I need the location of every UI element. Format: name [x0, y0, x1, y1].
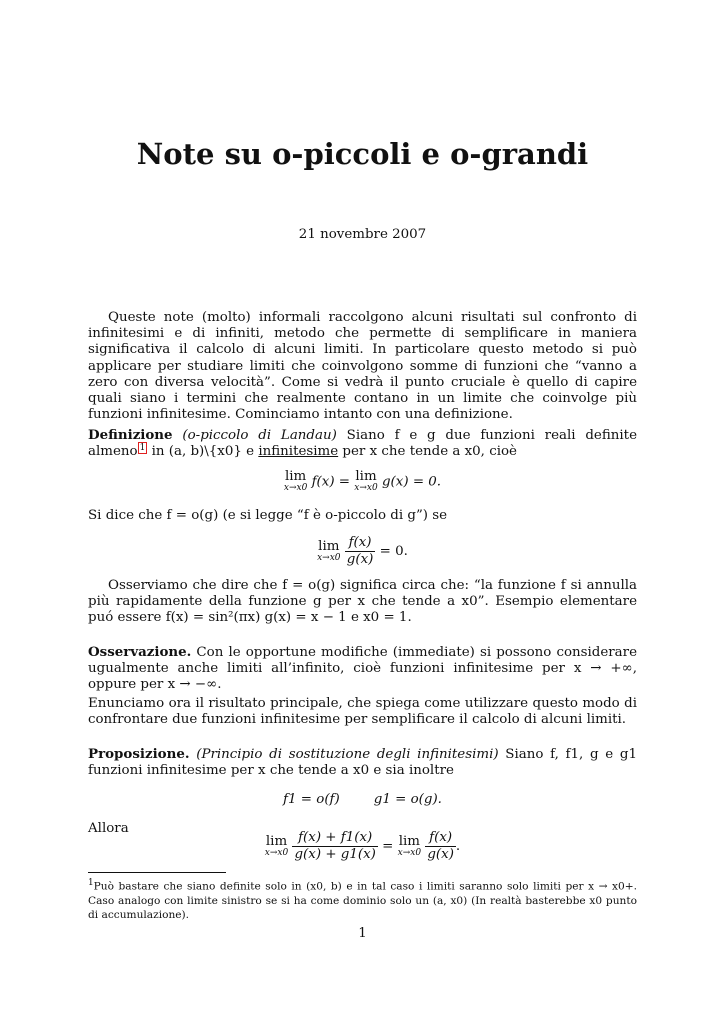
transition-paragraph: Enunciamo ora il risultato principale, che spiega come utilizzare questo modo di confrontare due funzioni infinitesime per semplificare il calcolo di alcuni limiti.: [88, 696, 637, 728]
definition-heading: Definizione: [88, 427, 173, 443]
footnote-mark: 1: [88, 878, 94, 888]
observation-paragraph: Osserviamo che dire che f = o(g) significa circa che: “la funzione f si annulla più rapidamente della funzione g per x che tende a x0”. Esempio elementare puó essere f(x) = sin²(πx) g(x) = x − 1 e x0 = 1.: [88, 578, 637, 626]
remark-paragraph: [88, 644, 637, 694]
footnote-rule: [88, 872, 226, 873]
lim-operator: lim x→x0: [264, 833, 289, 858]
allora-label: Allora: [88, 821, 129, 836]
eq1-right: g(x) = 0.: [381, 474, 442, 490]
definition-text-2: in (a, b)\{x0} e: [151, 444, 255, 460]
lim-operator: lim x→x0: [397, 833, 422, 858]
definition-text-1: Siano f e g due funzioni reali definite almeno: [88, 428, 637, 460]
document-title: Note su o-piccoli e o-grandi: [136, 137, 589, 171]
equation-substitution: lim x→x0 $\frac{f(x) + f1(x)}{g(x) + g1(x)}$ = lim x→x0 $\frac{f(x)}{g(x)}$ .: [264, 830, 461, 862]
equation-ratio-limit: [0, 535, 725, 568]
definition-text-3: per x che tende a x0, cioè: [342, 444, 517, 460]
fraction-left: $\frac{f(x) + f1(x)}{g(x) + g1(x)}$: [294, 830, 376, 862]
lim-operator: lim x→x0: [283, 469, 308, 493]
equation-hypothesis: f1 = o(f) g1 = o(g).: [283, 792, 442, 807]
definition-o-piccolo-sentence: Si dice che f = o(g) (e si legge “f è o-piccolo di g”) se: [88, 508, 448, 523]
fraction-right: $\frac{f(x)}{g(x)}$: [427, 830, 454, 862]
lim-operator: lim x→x0: [317, 538, 341, 563]
proposition-text: Siano f, f1, g e g1 funzioni infinitesime per x che tende a x0 e sia inoltre: [88, 747, 637, 779]
lim-operator: lim x→x0: [354, 469, 378, 493]
definition-subtitle: (o-piccolo di Landau): [182, 428, 337, 443]
eq2-tail: = 0.: [379, 544, 408, 559]
page-number: 1: [358, 926, 367, 941]
fraction: $\frac{f(x)}{g(x)}$: [346, 535, 374, 567]
remark-text: Con le opportune modifiche (immediate) si possono considerare ugualmente anche limiti all’infinito, cioè funzioni infinitesime per x → +∞, oppure per x → −∞.: [88, 645, 637, 693]
equation-limits-zero: [0, 471, 725, 493]
footnote: [88, 876, 637, 922]
footnote-text: Può bastare che siano definite solo in (x0, b) e in tal caso i limiti saranno solo limiti per x → x0+. Caso analogo con limite sinistro se si ha come dominio solo un (a, x0) (In realtà basterebbe x0 punto di accumulazione).: [88, 880, 637, 921]
eq1-left: f(x) =: [311, 474, 355, 490]
document-date: 21 novembre 2007: [298, 227, 427, 242]
proposition-subtitle: (Principio di sostituzione degli infinitesimi): [196, 747, 499, 762]
proposition-paragraph: [88, 746, 637, 779]
definition-paragraph: [88, 427, 637, 460]
remark-heading: Osservazione.: [88, 644, 192, 660]
intro-paragraph: Queste note (molto) informali raccolgono alcuni risultati sul confronto di infinitesimi e di infiniti, metodo che permette di semplificare in maniera significativa il calcolo di alcuni limiti. In particolare questo metodo si può applicare per studiare limiti che coinvolgono somme di funzioni che “vanno a zero con diversa velocità”. Come si vedrà il punto cruciale è quello di capire quali siano i termini che realmente contano in un limite che coinvolge più funzioni infinitesime. Cominciamo intanto con una definizione.: [88, 310, 637, 423]
footnote-reference[interactable]: 1: [139, 442, 146, 453]
definition-underlined-term: infinitesime: [258, 444, 339, 460]
proposition-heading: Proposizione.: [88, 746, 190, 762]
